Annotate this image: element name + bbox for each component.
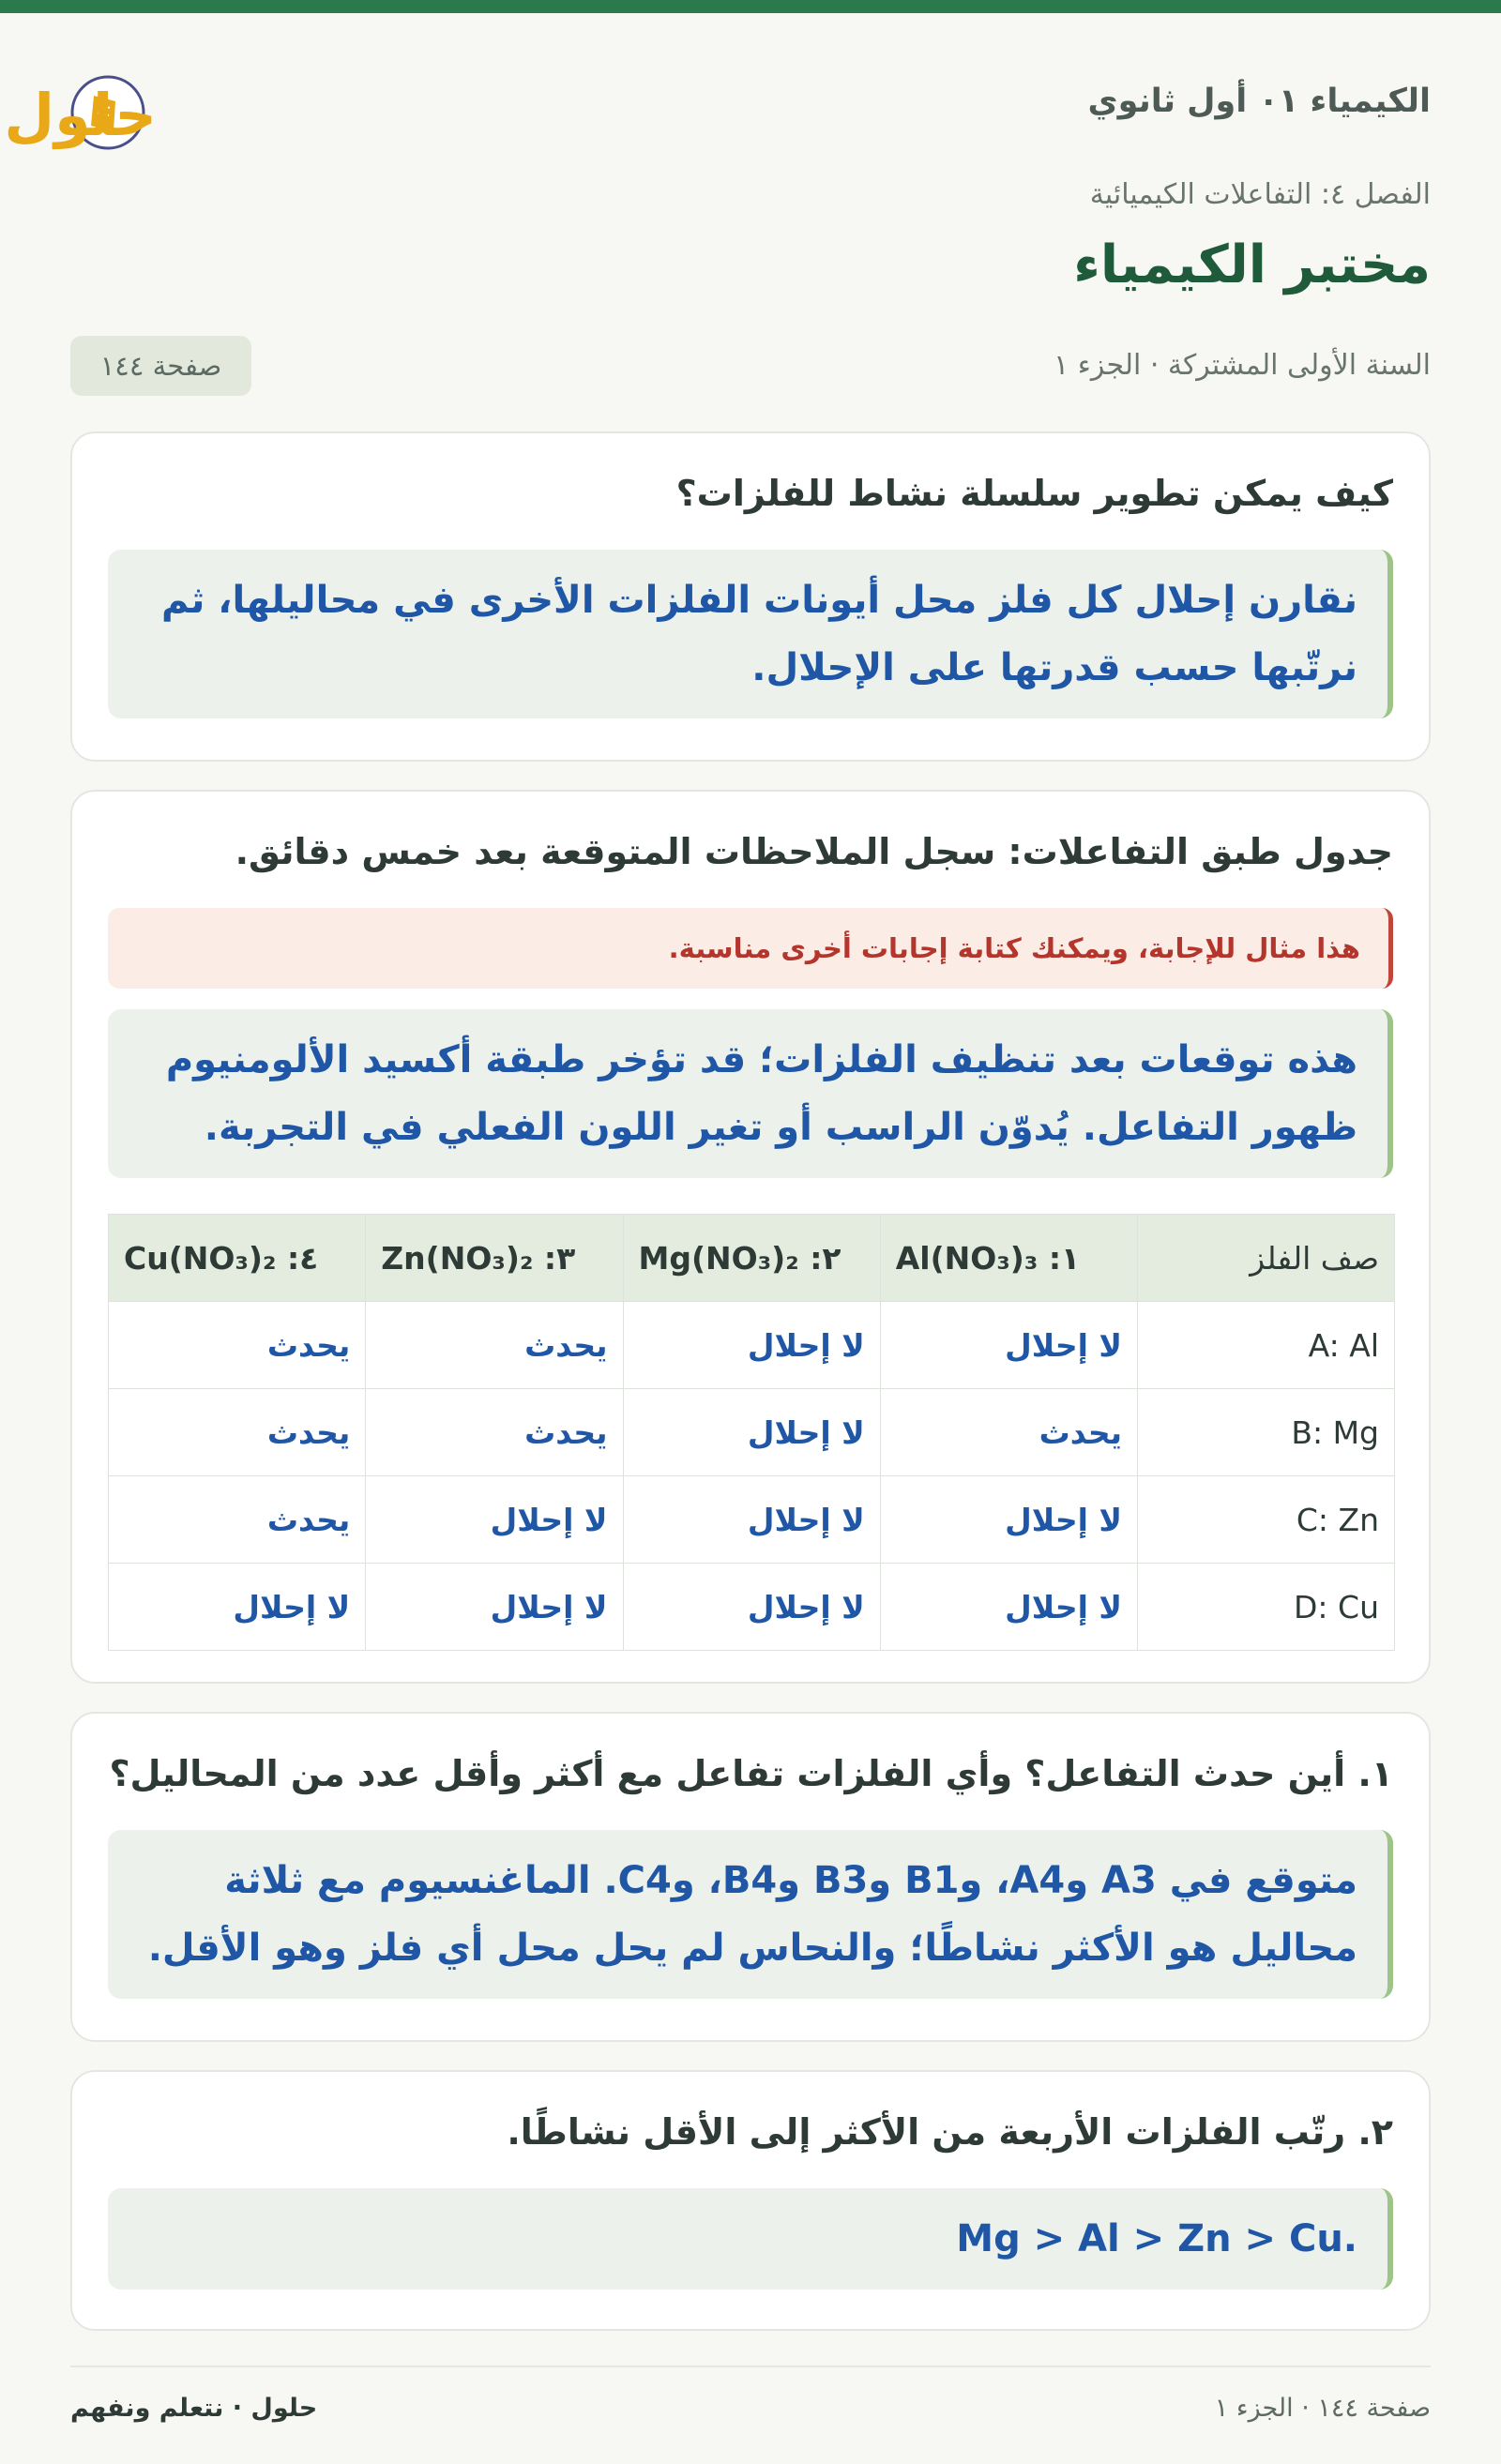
question-text: ٢. رتّب الفلزات الأربعة من الأكثر إلى الأقل نشاطًا. bbox=[507, 2111, 1393, 2153]
table-cell: لا إحلال bbox=[880, 1564, 1137, 1651]
table-card-title: جدول طبق التفاعلات: سجل الملاحظات المتوقعة بعد خمس دقائق. bbox=[235, 831, 1393, 872]
table-header-cell: Zn(NO₃)₂ :٣ bbox=[366, 1215, 623, 1302]
table-cell: يحدث bbox=[366, 1302, 623, 1389]
answer-box: هذه توقعات بعد تنظيف الفلزات؛ قد تؤخر طبقة أكسيد الألومنيوم ظهور التفاعل. يُدوّن الراسب أو تغير اللون الفعلي في التجربة. bbox=[108, 1009, 1393, 1178]
answer-box: متوقع في A3 وA4، وB1 وB3 وB4، وC4. الماغنسيوم مع ثلاثة محاليل هو الأكثر نشاطًا؛ والنحاس لم يحل محل أي فلز وهو الأقل. bbox=[108, 1830, 1393, 1999]
table-row bbox=[109, 1389, 1395, 1476]
question-text: ١. أين حدث التفاعل؟ وأي الفلزات تفاعل مع أكثر وأقل عدد من المحاليل؟ bbox=[109, 1753, 1393, 1794]
top-accent-bar bbox=[0, 0, 1501, 13]
table-cell: لا إحلال bbox=[109, 1564, 366, 1651]
question-card-2 bbox=[70, 1712, 1431, 2042]
example-note: هذا مثال للإجابة، ويمكنك كتابة إجابات أخرى مناسبة. bbox=[108, 908, 1393, 989]
table-cell: يحدث bbox=[109, 1476, 366, 1564]
table-header-cell: صف الفلز bbox=[1138, 1215, 1395, 1302]
table-header-cell: Cu(NO₃)₂ :٤ bbox=[109, 1215, 366, 1302]
footer-divider bbox=[70, 2366, 1431, 2367]
chapter-label: الفصل ٤: التفاعلات الكيميائية bbox=[1089, 178, 1431, 211]
table-header-row bbox=[109, 1215, 1395, 1302]
page-title: مختبر الكيمياء bbox=[1073, 234, 1431, 295]
question-card-1 bbox=[70, 431, 1431, 762]
table-header-cell: Mg(NO₃)₂ :٢ bbox=[623, 1215, 880, 1302]
footer-brand: حلول · نتعلم ونفهم bbox=[70, 2394, 318, 2423]
hulul-logo[interactable] bbox=[4, 64, 319, 158]
table-cell: يحدث bbox=[880, 1389, 1137, 1476]
svg-text:حلول: حلول bbox=[4, 81, 157, 149]
table-cell: لا إحلال bbox=[880, 1302, 1137, 1389]
table-cell: لا إحلال bbox=[623, 1476, 880, 1564]
table-cell: يحدث bbox=[366, 1389, 623, 1476]
table-row bbox=[109, 1302, 1395, 1389]
table-header-cell: Al(NO₃)₃ :١ bbox=[880, 1215, 1137, 1302]
subject-title: الكيمياء ٠١ أول ثانوي bbox=[1087, 83, 1431, 120]
table-cell: يحدث bbox=[109, 1389, 366, 1476]
table-cell: يحدث bbox=[109, 1302, 366, 1389]
table-cell: لا إحلال bbox=[623, 1389, 880, 1476]
question-text: كيف يمكن تطوير سلسلة نشاط للفلزات؟ bbox=[675, 473, 1393, 514]
grade-label: السنة الأولى المشتركة · الجزء ١ bbox=[1054, 349, 1431, 382]
table-cell-metal: C: Zn bbox=[1138, 1476, 1395, 1564]
question-card-3 bbox=[70, 2070, 1431, 2331]
page-number-badge: صفحة ١٤٤ bbox=[70, 336, 251, 396]
table-cell-metal: D: Cu bbox=[1138, 1564, 1395, 1651]
table-cell-metal: A: Al bbox=[1138, 1302, 1395, 1389]
table-row bbox=[109, 1564, 1395, 1651]
table-cell: لا إحلال bbox=[623, 1302, 880, 1389]
table-cell: لا إحلال bbox=[366, 1564, 623, 1651]
footer-page-info: صفحة ١٤٤ · الجزء ١ bbox=[1214, 2394, 1431, 2423]
answer-box: نقارن إحلال كل فلز محل أيونات الفلزات الأخرى في محاليلها، ثم نرتّبها حسب قدرتها على الإحلال. bbox=[108, 550, 1393, 718]
table-cell: لا إحلال bbox=[623, 1564, 880, 1651]
reaction-table-card bbox=[70, 790, 1431, 1684]
page-header bbox=[4, 56, 1431, 169]
table-row bbox=[109, 1476, 1395, 1564]
table-cell-metal: B: Mg bbox=[1138, 1389, 1395, 1476]
table-cell: لا إحلال bbox=[880, 1476, 1137, 1564]
reaction-table bbox=[108, 1214, 1395, 1651]
answer-box: Mg > Al > Zn > Cu. bbox=[108, 2188, 1393, 2290]
table-cell: لا إحلال bbox=[366, 1476, 623, 1564]
